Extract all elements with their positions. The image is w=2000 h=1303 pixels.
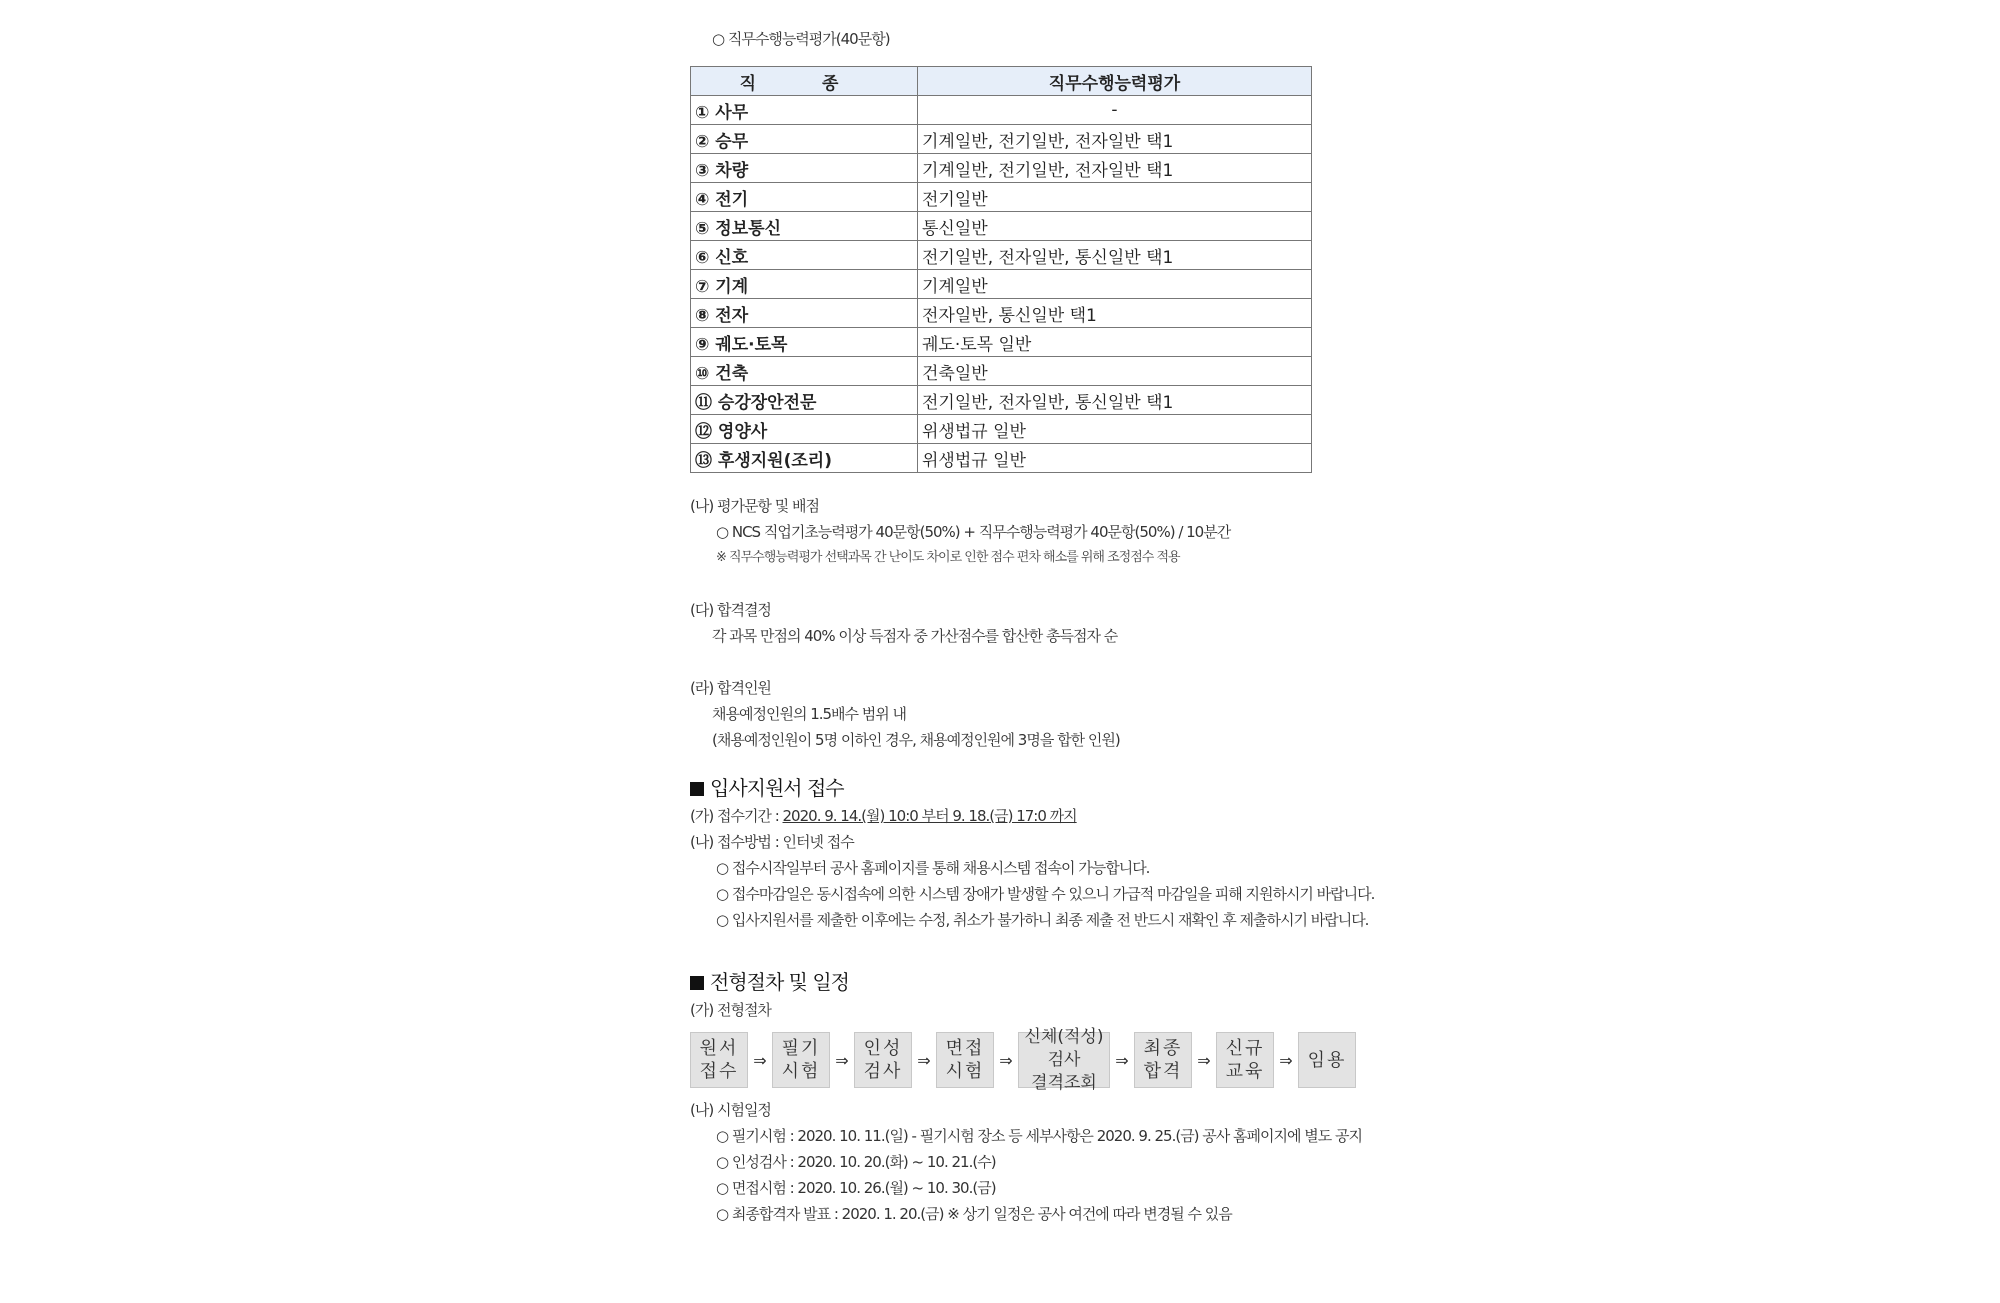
document-content — [690, 26, 1410, 1227]
pass-count-line-2: (채용예정인원이 5명 이하인 경우, 채용예정인원에 3명을 합한 인원) — [712, 731, 1120, 749]
eval-cell: 궤도·토목 일반 — [918, 328, 1312, 357]
arrow-icon: ⇒ — [1279, 1050, 1293, 1070]
table-header-row — [691, 67, 1312, 96]
eval-cell: 전기일반 — [918, 183, 1312, 212]
job-cell: ⑥ 신호 — [691, 241, 918, 270]
arrow-icon: ⇒ — [917, 1050, 931, 1070]
schedule-item: ○ 필기시험 : 2020. 10. 11.(일) - 필기시험 장소 등 세부사항은 2020. 9. 25.(금) 공사 홈페이지에 별도 공지 — [716, 1127, 1362, 1145]
step-interview: 면접 시험 — [936, 1032, 994, 1088]
table-row — [691, 415, 1312, 444]
pass-decision-line: 각 과목 만점의 40% 이상 득점자 중 가산점수를 합산한 총득점자 순 — [712, 627, 1118, 645]
pass-decision-heading: (다) 합격결정 — [690, 601, 771, 619]
application-title-text: 입사지원서 접수 — [710, 776, 844, 800]
step-training: 신규 교육 — [1216, 1032, 1274, 1088]
eval-items-note: ※ 직무수행능력평가 선택과목 간 난이도 차이로 인한 점수 편차 해소를 위해 조정점수 적용 — [716, 550, 1180, 565]
pass-count-line-1: 채용예정인원의 1.5배수 범위 내 — [712, 705, 907, 723]
table-row — [691, 299, 1312, 328]
step-physical-check: 신체(적성)검사 결격조회 — [1018, 1032, 1110, 1088]
process-heading: (가) 전형절차 — [690, 1001, 771, 1019]
arrow-icon: ⇒ — [1197, 1050, 1211, 1070]
eval-cell: 건축일반 — [918, 357, 1312, 386]
eval-cell: 기계일반 — [918, 270, 1312, 299]
job-cell: ⑧ 전자 — [691, 299, 918, 328]
schedule-item: ○ 면접시험 : 2020. 10. 26.(월) ~ 10. 30.(금) — [716, 1179, 996, 1197]
arrow-icon: ⇒ — [999, 1050, 1013, 1070]
job-cell: ⑤ 정보통신 — [691, 212, 918, 241]
step-personality-test: 인성 검사 — [854, 1032, 912, 1088]
period-value: 2020. 9. 14.(월) 10:0 부터 9. 18.(금) 17:0 까지 — [782, 807, 1077, 825]
table-row — [691, 183, 1312, 212]
eval-items-heading: (나) 평가문항 및 배점 — [690, 497, 819, 515]
eval-cell: 통신일반 — [918, 212, 1312, 241]
schedule-item: ○ 인성검사 : 2020. 10. 20.(화) ~ 10. 21.(수) — [716, 1153, 996, 1171]
table-row — [691, 328, 1312, 357]
job-eval-table — [690, 66, 1312, 473]
table-row — [691, 270, 1312, 299]
job-cell: ⑩ 건축 — [691, 357, 918, 386]
table-row — [691, 212, 1312, 241]
step-final-pass: 최종 합격 — [1134, 1032, 1192, 1088]
eval-cell: 전기일반, 전자일반, 통신일반 택1 — [918, 241, 1312, 270]
eval-cell: 기계일반, 전기일반, 전자일반 택1 — [918, 125, 1312, 154]
application-section-title — [690, 773, 1410, 803]
job-cell: ⑨ 궤도·토목 — [691, 328, 918, 357]
eval-cell: 기계일반, 전기일반, 전자일반 택1 — [918, 154, 1312, 183]
eval-cell: 위생법규 일반 — [918, 444, 1312, 473]
table-row — [691, 125, 1312, 154]
table-row — [691, 357, 1312, 386]
header-job: 직 종 — [691, 67, 918, 96]
arrow-icon: ⇒ — [835, 1050, 849, 1070]
job-cell: ④ 전기 — [691, 183, 918, 212]
job-cell: ② 승무 — [691, 125, 918, 154]
intro-line: ○ 직무수행능력평가(40문항) — [712, 30, 890, 48]
job-cell: ③ 차량 — [691, 154, 918, 183]
procedure-section-title — [690, 967, 1410, 997]
job-cell: ⑫ 영양사 — [691, 415, 918, 444]
application-bullet: ○ 입사지원서를 제출한 이후에는 수정, 취소가 불가하니 최종 제출 전 반드시 재확인 후 제출하시기 바랍니다. — [716, 911, 1369, 929]
eval-cell: 위생법규 일반 — [918, 415, 1312, 444]
header-eval: 직무수행능력평가 — [918, 67, 1312, 96]
process-flow — [690, 1026, 1410, 1093]
table-row — [691, 386, 1312, 415]
eval-items-line: ○ NCS 직업기초능력평가 40문항(50%) + 직무수행능력평가 40문항(50%) / 10분간 — [716, 523, 1231, 541]
schedule-item: ○ 최종합격자 발표 : 2020. 1. 20.(금) ※ 상기 일정은 공사 여건에 따라 변경될 수 있음 — [716, 1205, 1232, 1223]
step-application: 원서 접수 — [690, 1032, 748, 1088]
square-bullet-icon — [690, 782, 704, 796]
period-label: (가) 접수기간 : — [690, 807, 783, 825]
job-cell: ⑦ 기계 — [691, 270, 918, 299]
procedure-title-text: 전형절차 및 일정 — [710, 970, 849, 994]
application-bullet: ○ 접수시작일부터 공사 홈페이지를 통해 채용시스템 접속이 가능합니다. — [716, 859, 1150, 877]
table-row — [691, 444, 1312, 473]
application-method: (나) 접수방법 : 인터넷 접수 — [690, 833, 854, 851]
table-row — [691, 154, 1312, 183]
application-period — [690, 803, 1410, 829]
step-appointment: 임용 — [1298, 1032, 1356, 1088]
table-row — [691, 96, 1312, 125]
eval-cell: 전기일반, 전자일반, 통신일반 택1 — [918, 386, 1312, 415]
table-row — [691, 241, 1312, 270]
eval-cell: 전자일반, 통신일반 택1 — [918, 299, 1312, 328]
square-bullet-icon — [690, 976, 704, 990]
schedule-heading: (나) 시험일정 — [690, 1101, 771, 1119]
application-bullet: ○ 접수마감일은 동시접속에 의한 시스템 장애가 발생할 수 있으니 가급적 마감일을 피해 지원하시기 바랍니다. — [716, 885, 1375, 903]
job-cell: ① 사무 — [691, 96, 918, 125]
job-cell: ⑪ 승강장안전문 — [691, 386, 918, 415]
arrow-icon: ⇒ — [1115, 1050, 1129, 1070]
step-written-exam: 필기 시험 — [772, 1032, 830, 1088]
job-cell: ⑬ 후생지원(조리) — [691, 444, 918, 473]
pass-count-heading: (라) 합격인원 — [690, 679, 771, 697]
arrow-icon: ⇒ — [753, 1050, 767, 1070]
eval-cell: - — [918, 96, 1312, 125]
